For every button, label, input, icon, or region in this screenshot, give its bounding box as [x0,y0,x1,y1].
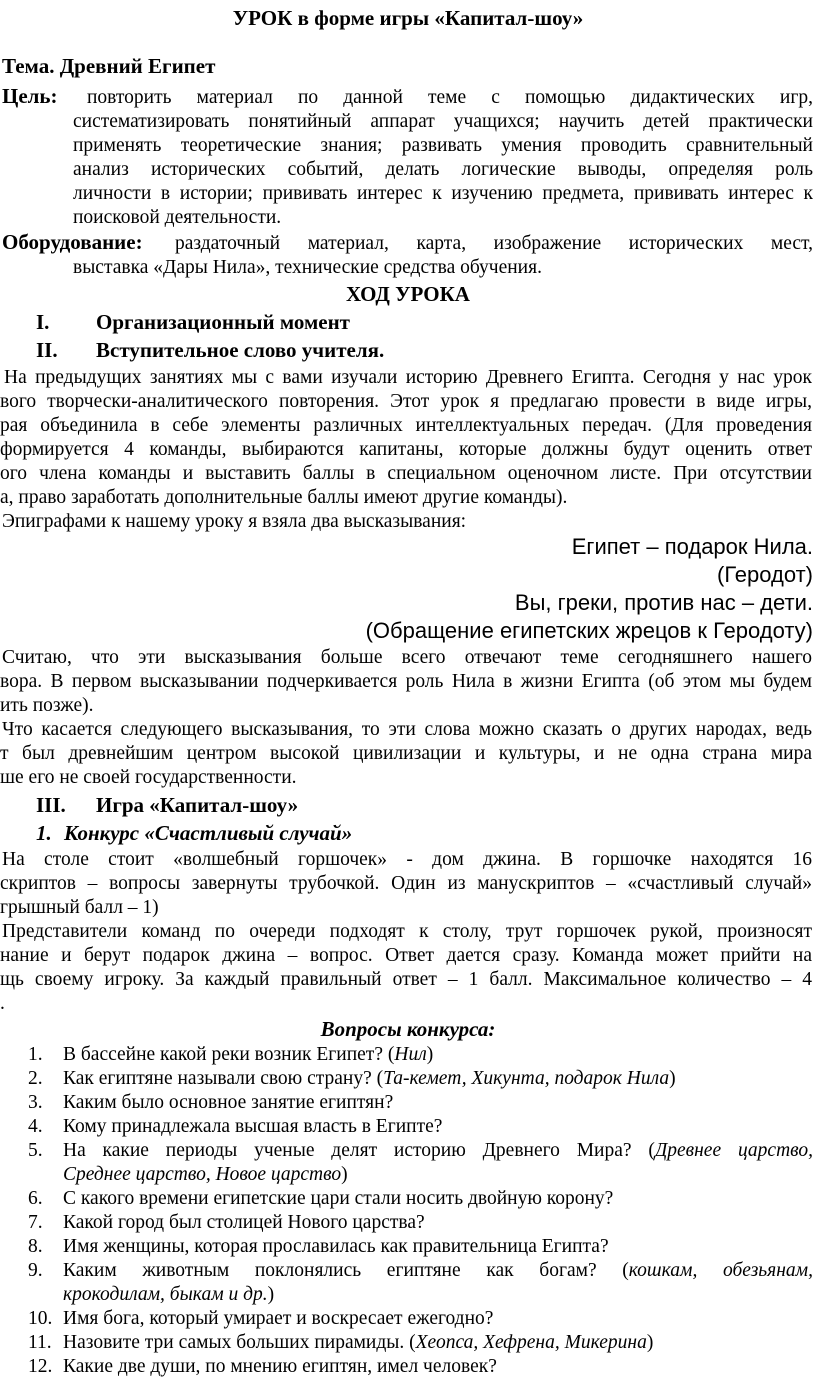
question-answer: Нил [394,1044,427,1065]
comment-line-4: Что касается следующего высказывания, то эти слова можно сказать о других народах, ведь [2,719,812,740]
question-continuation [63,1163,348,1188]
question-text: Имя бога, который умирает и воскресает ежегодно? [63,1308,494,1329]
question-answer: Та-кемет, Хикунта, подарок Нила [383,1068,670,1089]
question-number: 8. [28,1236,43,1257]
question-text: Имя женщины, которая прославилась как правительница Египта? [63,1236,609,1257]
section-2-title: Вступительное слово учителя. [96,338,385,362]
comment-line-2: вора. В первом высказывании подчеркивается роль Нила в жизни Египта (об этом мы будем [0,671,812,692]
intro-line-2: вого творчески-аналитического повторения. Этот урок я предлагаю провести в виде игры, [0,391,812,412]
contest-line-3: грышный балл – 1) [0,897,159,918]
intro-line-7: Эпиграфами к нашему уроку я взяла два высказывания: [2,511,467,532]
question-continuation [63,1283,274,1308]
question-answer-cont: крокодилам, быкам и др. [63,1284,268,1305]
question-item [63,1331,653,1356]
epigraph-2: Вы, греки, против нас – дети. [514,590,813,615]
question-end: ) [341,1164,348,1185]
contest-line-6: щь своему игроку. За каждый правильный ответ – 1 балл. Максимальное количество – 4 [0,969,812,990]
intro-line-4: формируется 4 команды, выбираются капитаны, которые должны будут оценить ответ [0,439,812,460]
comment-line-1: Считаю, что эти высказывания больше всего отвечают теме сегодняшнего нашего [2,647,812,668]
contest-line-5: нание и берут подарок джина – вопрос. Ответ дается сразу. Команда может прийти на [0,945,812,966]
question-text: На какие периоды ученые делят историю Древнего Мира? ( [63,1140,655,1161]
question-number: 11. [28,1332,52,1353]
question-end: ) [426,1044,434,1065]
comment-line-6: ше его не своей государственности. [0,767,297,788]
question-number: 1. [28,1044,43,1065]
contest-line-2: скриптов – вопросы завернуты трубочкой. Один из манускриптов – «счастливый случай» [0,873,812,894]
epigraph-2-author: (Обращение египетских жрецов к Геродоту) [365,618,813,643]
intro-line-3: рая объединила в себе элементы различных интеллектуальных передач. (Для проведения [0,415,812,436]
question-answer-cont: Среднее царство, Новое царство [63,1164,342,1185]
goal-label: Цель: [2,84,58,108]
question-text: Какой город был столицей Нового царства? [63,1212,425,1233]
question-text: Каким животным поклонялись египтяне как богам? ( [63,1260,629,1281]
goal-line-4: анализ исторических событий, делать логические выводы, определяя роль [73,159,813,180]
question-number: 10. [28,1308,53,1329]
equipment-line-2: выставка «Дары Нила», технические средства обучения. [73,257,542,278]
question-text: Каким было основное занятие египтян? [63,1092,394,1113]
contest-line-1: На столе стоит «волшебный горшочек» - дом джина. В горшочке находятся 16 [2,849,812,870]
question-number: 6. [28,1188,43,1209]
questions-heading: Вопросы конкурса: [320,1017,496,1041]
question-number: 3. [28,1092,43,1113]
question-text: С какого времени египетские цари стали носить двойную корону? [63,1188,614,1209]
question-end: ) [669,1068,676,1089]
question-answer: кошкам, обезьянам, [628,1260,813,1281]
goal-line-6: поисковой деятельности. [73,207,282,228]
section-2-number: II. [36,338,58,362]
question-number: 12. [28,1356,53,1377]
question-text: Кому принадлежала высшая власть в Египте? [63,1116,443,1137]
question-item [63,1139,813,1164]
question-text: Как египтяне называли свою страну? ( [63,1068,384,1089]
equipment-label: Оборудование: [2,230,143,254]
question-number: 4. [28,1116,43,1137]
equipment-line-1: раздаточный материал, карта, изображение исторических мест, [175,233,813,254]
question-item [63,1043,433,1068]
intro-line-6: а, право заработать дополнительные баллы имеют другие команды). [0,487,568,508]
section-3-title: Игра «Капитал-шоу» [96,793,299,817]
course-heading: ХОД УРОКА [346,282,470,306]
intro-line-5: ого члена команды и выставить баллы в специальном оценочном листе. При отсутствии [0,463,812,484]
topic-line: Тема. Древний Египет [2,54,216,78]
lesson-title: УРОК в форме игры «Капитал-шоу» [232,6,584,30]
contest-line-7: . [0,993,5,1014]
question-text: В бассейне какой реки возник Египет? ( [63,1044,395,1065]
goal-line-3: применять теоретические знания; развивать умения проводить сравнительный [73,135,813,156]
contest-number: 1. [36,821,52,845]
question-text: Какие две души, по мнению египтян, имел человек? [63,1356,497,1377]
intro-line-1: На предыдущих занятиях мы с вами изучали историю Древнего Египта. Сегодня у нас урок [4,367,812,388]
question-item [63,1067,676,1092]
contest-line-4: Представители команд по очереди подходят к столу, трут горшочек рукой, произносят [2,921,812,942]
question-text: Назовите три самых больших пирамиды. ( [63,1332,416,1353]
epigraph-1-author: (Геродот) [717,562,813,587]
question-end: ) [267,1284,275,1305]
goal-line-1: повторить материал по данной теме с помощью дидактических игр, [87,87,813,108]
question-answer: Древнее царство, [654,1140,813,1161]
goal-line-2: систематизировать понятийный аппарат учащихся; научить детей практически [73,111,813,132]
epigraph-1: Египет – подарок Нила. [571,534,813,559]
question-number: 9. [28,1260,43,1281]
question-end: ) [646,1332,654,1353]
question-answer: Хеопса, Хефрена, Микерина [415,1332,647,1353]
comment-line-5: т был древнейшим центром высокой цивилизации и культуры, и не одна страна мира [0,743,812,764]
question-number: 7. [28,1212,43,1233]
question-item [63,1259,813,1284]
contest-title: Конкурс «Счастливый случай» [64,821,353,845]
section-1-number: I. [36,310,50,334]
question-number: 5. [28,1140,43,1161]
section-3-number: III. [36,793,66,817]
section-1-title: Организационный момент [96,310,350,334]
goal-line-5: личности в истории; прививать интерес к изучению предмета, прививать интерес к [73,183,813,204]
question-number: 2. [28,1068,43,1089]
comment-line-3: ить позже). [0,695,94,716]
